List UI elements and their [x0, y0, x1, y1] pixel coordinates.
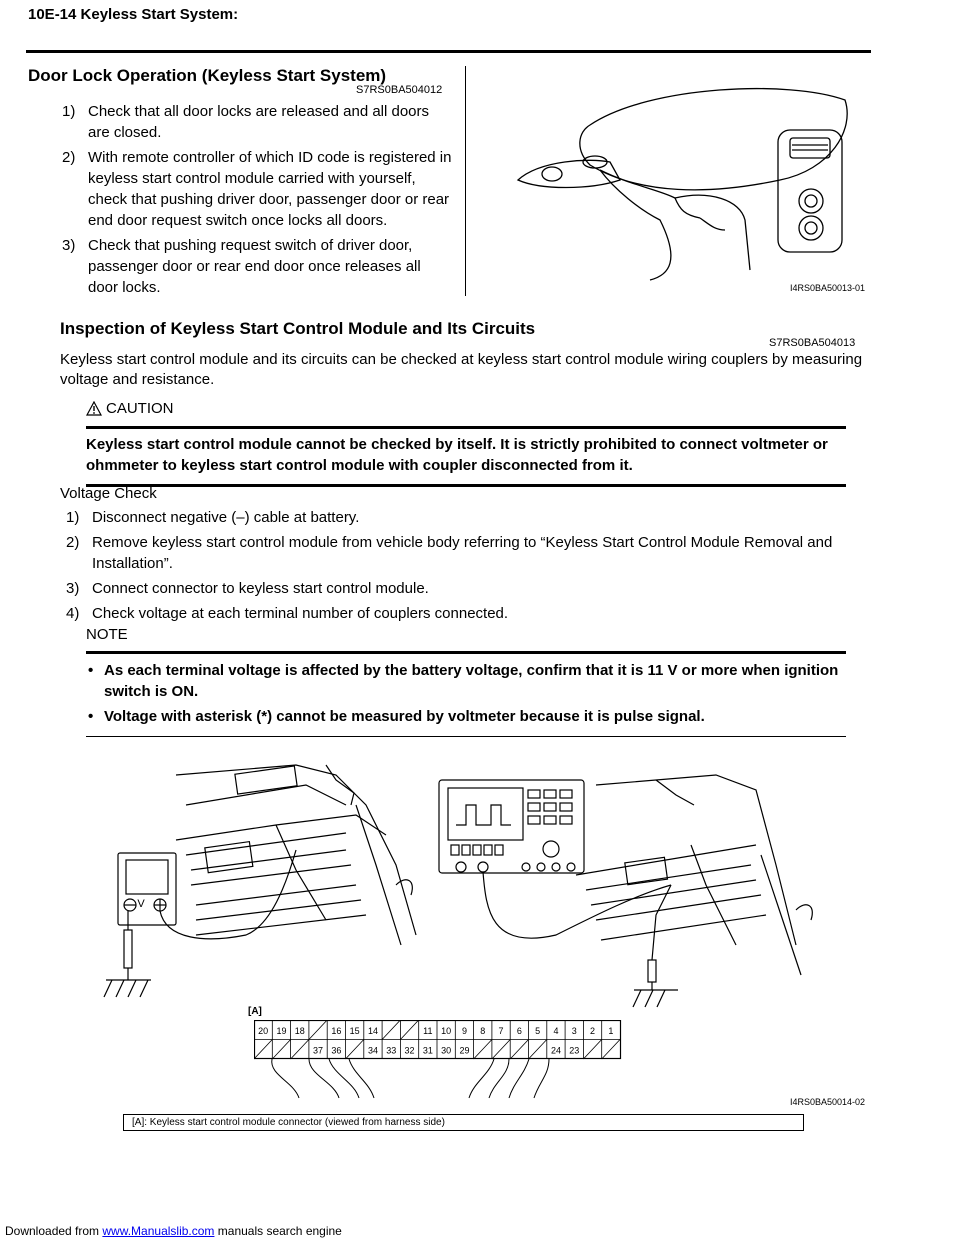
door-lock-code: S7RS0BA504012 [356, 84, 443, 96]
connector-terminal: 33 [386, 1045, 397, 1056]
note-bullet: • As each terminal voltage is affected by the battery voltage, confirm that it is 11 V or more when ignition switch is ON. [88, 662, 839, 700]
connector-terminal: 19 [276, 1026, 287, 1036]
connector-diagram [254, 1020, 622, 1100]
connector-blank-terminal [346, 1040, 364, 1060]
connector-terminal: 34 [367, 1045, 378, 1056]
footer [5, 1224, 342, 1238]
connector-terminal: 4 [553, 1026, 559, 1036]
inspection-intro: Keyless start control module and its circuits can be checked at keyless start control module wiring couplers by measuring voltage and resistance. [60, 351, 863, 388]
connector-label: [A] [248, 1006, 262, 1017]
caution-bottom-rule [86, 484, 846, 487]
connector-terminal: 3 [571, 1026, 577, 1036]
voltage-step: 2) Remove keyless start control module from vehicle body referring to “Keyless Start Control Module Removal and Installation”. [66, 534, 833, 572]
warning-icon [86, 401, 102, 416]
door-lock-step: 1) Check that all door locks are released and all doors are closed. [62, 103, 430, 141]
header-rule [26, 50, 871, 53]
connector-terminal: 6 [516, 1026, 522, 1036]
column-divider [465, 66, 466, 296]
caution-top-rule [86, 426, 846, 429]
caution-label: CAUTION [106, 400, 174, 417]
connector-terminal: 10 [441, 1026, 452, 1036]
connector-terminal: 24 [550, 1045, 561, 1056]
note-top-rule [86, 651, 846, 654]
connector-blank-terminal [602, 1040, 620, 1060]
connector-terminal: 5 [535, 1026, 541, 1036]
door-lock-title: Door Lock Operation (Keyless Start System) [28, 66, 387, 85]
connector-blank-terminal [272, 1040, 290, 1060]
connector-blank-terminal [474, 1040, 492, 1060]
connector-terminal: 18 [294, 1026, 305, 1036]
door-lock-figure-id: I4RS0BA50013-01 [790, 283, 866, 293]
voltmeter-label: V [137, 898, 145, 910]
connector-terminal: 16 [331, 1026, 342, 1036]
inspection-code: S7RS0BA504013 [769, 337, 856, 349]
footer-prefix: Downloaded from [5, 1224, 103, 1238]
connector-blank-terminal [529, 1040, 547, 1060]
note-bullet: • Voltage with asterisk (*) cannot be measured by voltmeter because it is pulse signal. [88, 708, 705, 725]
page-header-title: 10E-14 Keyless Start System: [28, 6, 239, 23]
note-block [86, 626, 846, 737]
note-bottom-rule [86, 736, 846, 737]
voltage-step: 4) Check voltage at each terminal number of couplers connected. [66, 605, 509, 622]
caution-text: Keyless start control module cannot be checked by itself. It is strictly prohibited to connect voltmeter or ohmmeter to keyless start control module with coupler disconnected from it. [86, 436, 828, 474]
figure-caption: [A]: Keyless start control module connector (viewed from harness side) [123, 1114, 804, 1131]
voltage-step: 3) Connect connector to keyless start control module. [66, 580, 429, 597]
connector-blank-terminal [400, 1020, 418, 1040]
door-lock-step: 3) Check that pushing request switch of driver door, passenger door or rear end door once releases all door locks. [62, 237, 421, 296]
connector-terminal: 1 [608, 1026, 614, 1036]
connector-terminal: 36 [331, 1045, 342, 1056]
caution-block [86, 400, 846, 487]
connector-terminal: 29 [459, 1045, 470, 1056]
connector-terminal: 30 [441, 1045, 452, 1056]
connector-terminal: 15 [349, 1026, 360, 1036]
connector-terminal: 23 [569, 1045, 580, 1056]
connector-terminal: 7 [498, 1026, 504, 1036]
voltage-check-steps [66, 507, 866, 628]
connector-terminal: 2 [590, 1026, 596, 1036]
connector-terminal: 9 [461, 1026, 467, 1036]
inspection-title: Inspection of Keyless Start Control Module and Its Circuits [60, 319, 536, 338]
connector-blank-terminal [510, 1040, 528, 1060]
connector-blank-terminal [492, 1040, 510, 1060]
manualslib-link[interactable]: www.Manualslib.com [102, 1224, 215, 1238]
connector-blank-terminal [291, 1040, 309, 1060]
connector-terminal: 11 [423, 1026, 433, 1036]
connector-blank-terminal [309, 1020, 327, 1040]
voltage-check-title: Voltage Check [60, 485, 157, 502]
voltage-step: 1) Disconnect negative (–) cable at battery. [66, 509, 360, 526]
connector-terminal: 37 [313, 1045, 324, 1056]
connector-blank-terminal [382, 1020, 400, 1040]
connector-blank-terminal [583, 1040, 601, 1060]
connector-terminal: 14 [367, 1026, 378, 1036]
connector-terminal: 20 [258, 1026, 269, 1036]
door-lock-steps [62, 101, 454, 302]
connector-terminal: 8 [480, 1026, 486, 1036]
footer-suffix: manuals search engine [214, 1224, 342, 1238]
door-handle-illustration [500, 70, 880, 295]
door-lock-step: 2) With remote controller of which ID code is registered in keyless start control module carried with yourself, check that pushing driver door, passenger door or rear end door request switch once locks all doors. [62, 149, 452, 229]
connector-terminal: 31 [422, 1045, 433, 1056]
connector-blank-terminal [254, 1040, 272, 1060]
note-label: NOTE [86, 626, 128, 643]
measurement-figure-id: I4RS0BA50014-02 [790, 1097, 866, 1107]
connector-terminal: 32 [404, 1045, 415, 1056]
